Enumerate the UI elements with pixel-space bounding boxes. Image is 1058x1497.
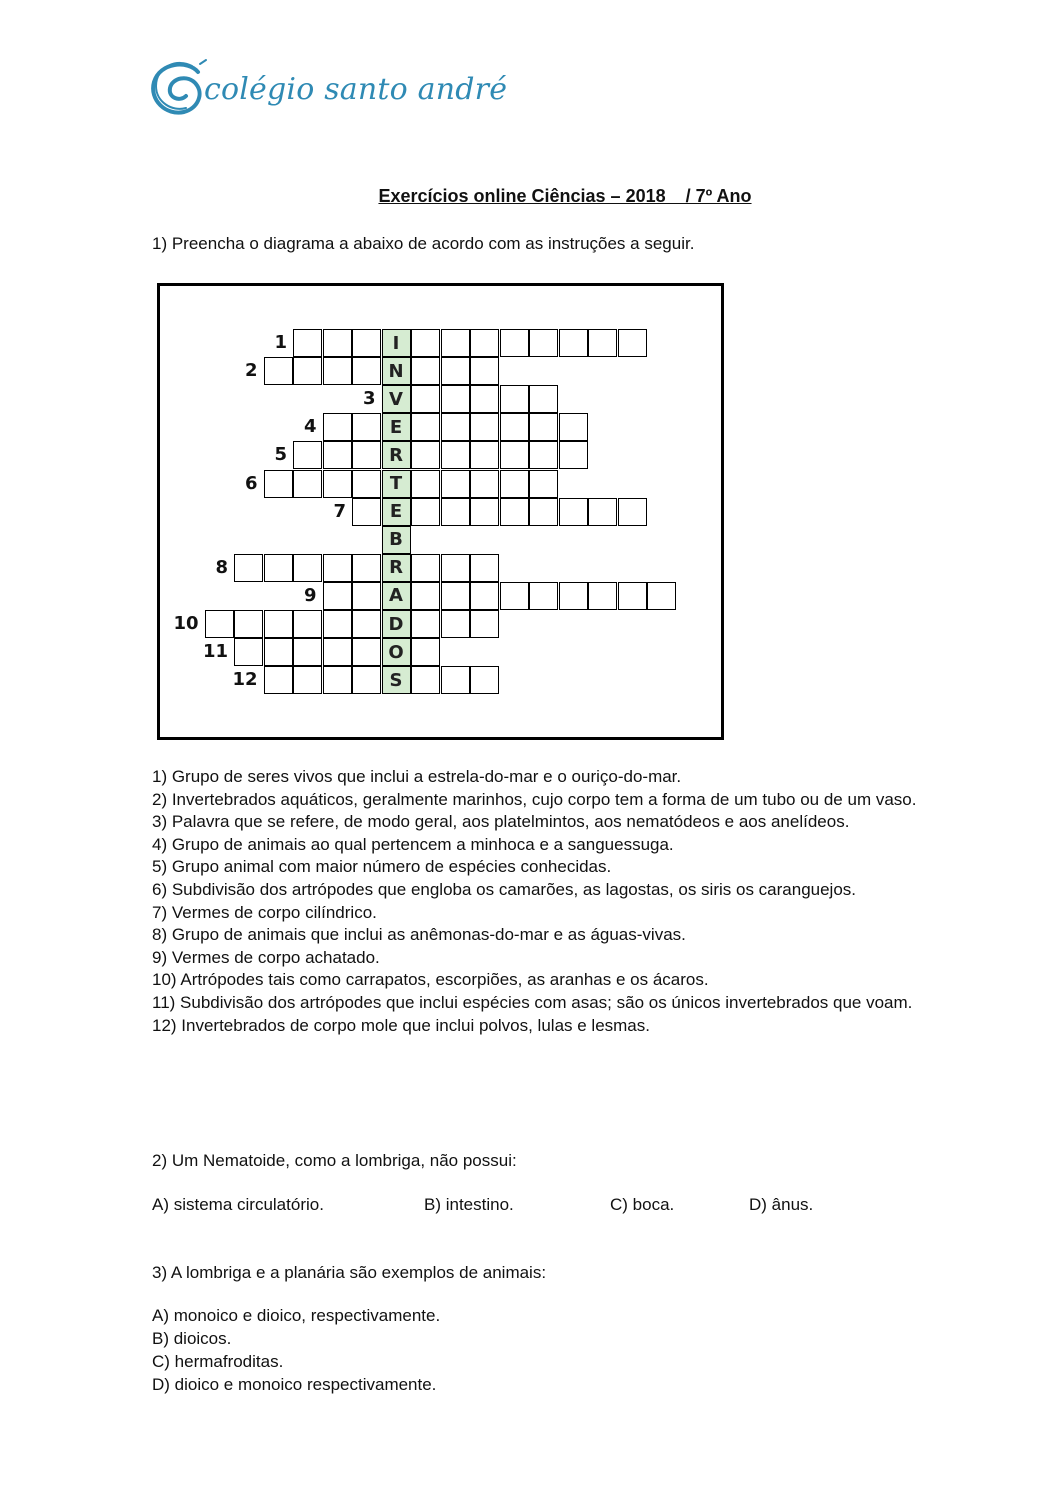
page-title: Exercícios online Ciências – 2018 / 7º Ano xyxy=(378,186,752,206)
crossword-cell[interactable] xyxy=(588,582,617,610)
crossword-cell[interactable] xyxy=(559,413,588,441)
crossword-cell[interactable] xyxy=(264,470,293,498)
crossword-cell[interactable] xyxy=(411,385,440,413)
crossword-cell[interactable] xyxy=(323,610,352,638)
crossword-cell[interactable] xyxy=(264,554,293,582)
crossword-cell[interactable] xyxy=(559,582,588,610)
crossword-cell[interactable] xyxy=(323,666,352,694)
crossword-cell[interactable] xyxy=(441,554,470,582)
crossword-cell[interactable] xyxy=(470,554,499,582)
crossword-cell[interactable] xyxy=(293,441,322,469)
row-number: 7 xyxy=(333,500,346,522)
row-number: 5 xyxy=(274,444,287,466)
crossword-cell[interactable] xyxy=(205,610,234,638)
row-number: 9 xyxy=(303,584,317,606)
crossword-clues xyxy=(152,766,992,1037)
key-letter-cell: R xyxy=(382,554,411,582)
crossword-cell[interactable] xyxy=(293,357,322,385)
clue: 4) Grupo de animais ao qual pertencem a minhoca e a sanguessuga. xyxy=(152,834,674,854)
crossword-cell[interactable] xyxy=(441,582,470,610)
crossword-cell[interactable] xyxy=(352,470,381,498)
crossword-cell[interactable] xyxy=(529,582,558,610)
crossword-cell[interactable] xyxy=(234,610,263,638)
crossword-cell[interactable] xyxy=(441,329,470,357)
crossword-cell[interactable] xyxy=(500,385,529,413)
crossword-cell[interactable] xyxy=(352,357,381,385)
clue: 9) Vermes de corpo achatado. xyxy=(152,947,380,967)
crossword-cell[interactable] xyxy=(470,357,499,385)
crossword-cell[interactable] xyxy=(470,385,499,413)
crossword-cell[interactable] xyxy=(441,385,470,413)
crossword-cell[interactable] xyxy=(411,638,440,666)
crossword-cell[interactable] xyxy=(529,329,558,357)
clue: 2) Invertebrados aquáticos, geralmente marinhos, cujo corpo tem a forma de um tubo ou de um vaso. xyxy=(152,789,917,809)
question-1-instruction: 1) Preencha o diagrama a abaixo de acordo com as instruções a seguir. xyxy=(152,234,695,253)
row-number: 2 xyxy=(244,360,258,382)
key-letter-cell: S xyxy=(382,666,411,694)
row-number: 1 xyxy=(274,332,287,353)
q3-option-b: B) dioicos. xyxy=(152,1329,232,1348)
crossword-cell[interactable] xyxy=(441,470,470,498)
q2-option-b: B) intestino. xyxy=(424,1195,514,1214)
row-number: 3 xyxy=(362,388,376,410)
key-letter-cell: R xyxy=(382,441,411,469)
crossword-cell[interactable] xyxy=(411,498,440,526)
crossword-cell[interactable] xyxy=(293,610,322,638)
crossword-cell[interactable] xyxy=(500,441,529,469)
crossword-cell[interactable] xyxy=(352,610,381,638)
clue: 3) Palavra que se refere, de modo geral, aos platelmintos, aos nematódeos e aos anelídeos. xyxy=(152,812,850,832)
key-letter-cell: A xyxy=(382,582,411,610)
key-letter-cell: V xyxy=(382,385,411,413)
crossword-cell[interactable] xyxy=(529,498,558,526)
crossword-cell[interactable] xyxy=(470,413,499,441)
crossword-cell[interactable] xyxy=(529,385,558,413)
crossword-cell[interactable] xyxy=(618,582,647,610)
crossword-cell[interactable] xyxy=(529,413,558,441)
crossword-cell[interactable] xyxy=(441,610,470,638)
crossword-cell[interactable] xyxy=(441,498,470,526)
crossword-cell[interactable] xyxy=(323,582,352,610)
crossword-cell[interactable] xyxy=(411,610,440,638)
key-letter-cell: B xyxy=(382,526,411,554)
crossword-cell[interactable] xyxy=(352,413,381,441)
crossword-cell[interactable] xyxy=(234,554,263,582)
crossword-cell[interactable] xyxy=(352,498,381,526)
q3-option-c: C) hermafroditas. xyxy=(152,1352,284,1371)
crossword-cell[interactable] xyxy=(500,582,529,610)
question-3: 3) A lombriga e a planária são exemplos de animais: xyxy=(152,1263,547,1282)
crossword-cell[interactable] xyxy=(264,666,293,694)
clue: 6) Subdivisão dos artrópodes que engloba os camarões, as lagostas, os siris os caranguejos. xyxy=(152,879,857,899)
crossword-cell[interactable] xyxy=(293,666,322,694)
crossword-cell[interactable] xyxy=(559,441,588,469)
row-number: 4 xyxy=(303,416,317,438)
crossword-cell[interactable] xyxy=(323,441,352,469)
crossword-cell[interactable] xyxy=(470,498,499,526)
clue: 12) Invertebrados de corpo mole que inclui polvos, lulas e lesmas. xyxy=(152,1015,650,1035)
key-letter-cell: O xyxy=(382,638,411,666)
crossword-cell[interactable] xyxy=(323,470,352,498)
key-letter-cell: T xyxy=(382,470,411,498)
crossword-cell[interactable] xyxy=(323,357,352,385)
crossword-cell[interactable] xyxy=(411,554,440,582)
crossword-cell[interactable] xyxy=(500,329,529,357)
key-letter-cell: E xyxy=(382,413,411,441)
crossword-cell[interactable] xyxy=(470,441,499,469)
crossword-cell[interactable] xyxy=(323,329,352,357)
crossword-cell[interactable] xyxy=(529,470,558,498)
crossword-cell[interactable] xyxy=(618,329,647,357)
clue: 11) Subdivisão dos artrópodes que inclui espécies com asas; são os únicos invertebrados que voam. xyxy=(152,992,913,1012)
key-letter-cell: N xyxy=(382,357,411,385)
key-letter-cell: E xyxy=(382,498,411,526)
crossword-cell[interactable] xyxy=(411,329,440,357)
crossword-cell[interactable] xyxy=(559,329,588,357)
crossword-cell[interactable] xyxy=(500,498,529,526)
crossword-cell[interactable] xyxy=(441,666,470,694)
crossword-cell[interactable] xyxy=(264,610,293,638)
swirl-logo-icon xyxy=(148,58,208,120)
crossword-cell[interactable] xyxy=(352,441,381,469)
crossword-cell[interactable] xyxy=(264,357,293,385)
crossword-cell[interactable] xyxy=(293,329,322,357)
crossword-cell[interactable] xyxy=(293,470,322,498)
crossword-cell[interactable] xyxy=(352,666,381,694)
clue: 8) Grupo de animais que inclui as anêmonas-do-mar e as águas-vivas. xyxy=(152,925,686,945)
key-letter-cell: I xyxy=(382,329,411,357)
q2-option-a: A) sistema circulatório. xyxy=(152,1195,324,1214)
q3-option-a: A) monoico e dioico, respectivamente. xyxy=(152,1306,441,1325)
crossword-cell[interactable] xyxy=(352,582,381,610)
crossword-cell[interactable] xyxy=(441,357,470,385)
crossword-cell[interactable] xyxy=(352,554,381,582)
q2-option-c: C) boca. xyxy=(610,1195,675,1214)
crossword-cell[interactable] xyxy=(411,357,440,385)
crossword-cell[interactable] xyxy=(647,582,676,610)
crossword-cell[interactable] xyxy=(470,610,499,638)
crossword-cell[interactable] xyxy=(470,470,499,498)
crossword-cell[interactable] xyxy=(559,498,588,526)
crossword-cell[interactable] xyxy=(293,638,322,666)
crossword-cell[interactable] xyxy=(323,638,352,666)
clue: 7) Vermes de corpo cilíndrico. xyxy=(152,902,377,922)
row-number: 11 xyxy=(202,641,228,663)
school-logo xyxy=(148,58,508,120)
row-number: 12 xyxy=(232,669,258,691)
row-number: 10 xyxy=(173,613,199,634)
crossword-cell[interactable] xyxy=(323,554,352,582)
crossword-cell[interactable] xyxy=(352,638,381,666)
q2-option-d: D) ânus. xyxy=(749,1195,814,1214)
crossword-cell[interactable] xyxy=(588,498,617,526)
crossword-cell[interactable] xyxy=(352,329,381,357)
crossword-cell[interactable] xyxy=(441,413,470,441)
crossword-cell[interactable] xyxy=(411,666,440,694)
row-number: 8 xyxy=(215,556,228,578)
crossword-cell[interactable] xyxy=(500,413,529,441)
crossword-cell[interactable] xyxy=(411,441,440,469)
crossword-cell[interactable] xyxy=(411,582,440,610)
crossword-cell[interactable] xyxy=(411,413,440,441)
crossword-cell[interactable] xyxy=(470,329,499,357)
crossword-cell[interactable] xyxy=(234,638,263,666)
clue: 5) Grupo animal com maior número de espécies conhecidas. xyxy=(152,857,612,877)
crossword-cell[interactable] xyxy=(500,470,529,498)
crossword-cell[interactable] xyxy=(323,413,352,441)
question-2: 2) Um Nematoide, como a lombriga, não possui: xyxy=(152,1151,517,1170)
crossword-cell[interactable] xyxy=(441,441,470,469)
crossword-cell[interactable] xyxy=(293,554,322,582)
clue: 1) Grupo de seres vivos que inclui a estrela-do-mar e o ouriço-do-mar. xyxy=(152,767,682,786)
crossword-cell[interactable] xyxy=(470,582,499,610)
q3-option-d: D) dioico e monoico respectivamente. xyxy=(152,1375,437,1394)
crossword-cell[interactable] xyxy=(264,638,293,666)
crossword-cell[interactable] xyxy=(529,441,558,469)
crossword-cell[interactable] xyxy=(618,498,647,526)
crossword-cell[interactable] xyxy=(470,666,499,694)
clue: 10) Artrópodes tais como carrapatos, escorpiões, as aranhas e os ácaros. xyxy=(152,970,709,990)
crossword-cell[interactable] xyxy=(588,329,617,357)
row-number: 6 xyxy=(244,472,258,494)
logo-text: colégio santo andré xyxy=(204,72,508,107)
key-letter-cell: D xyxy=(382,610,411,638)
crossword-cell[interactable] xyxy=(411,470,440,498)
